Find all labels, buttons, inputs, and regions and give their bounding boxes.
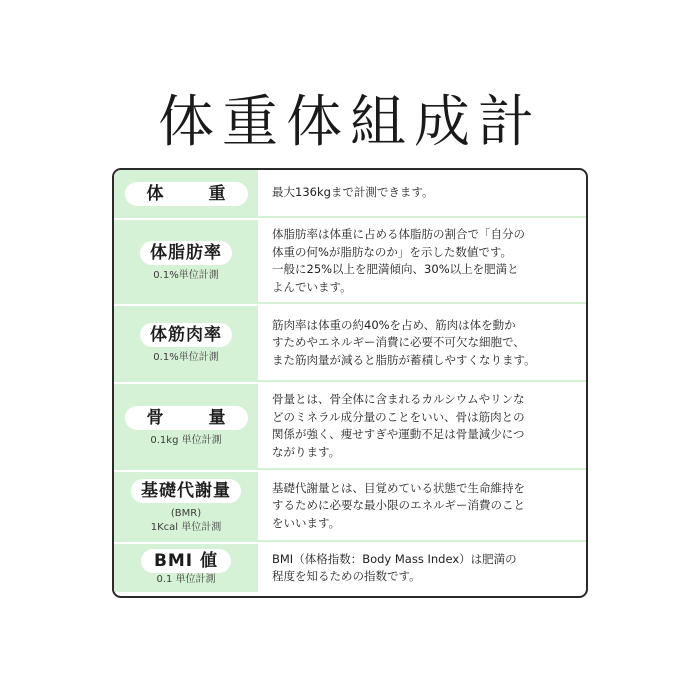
label-note: (BMR) [170, 508, 202, 519]
description-text: 骨量とは、骨全体に含まれるカルシウムやリンな どのミネラル成分量のことをいい、骨は筋肉との 関係が強く、痩せすぎや運動不足は骨量減少につ ながります。 [272, 392, 525, 459]
description-cell [258, 170, 586, 218]
description-text: BMI（体格指数：Body Mass Index）は肥満の 程度を知るための指数です。 [272, 551, 517, 583]
label-cell [114, 384, 258, 470]
label-pill: 体 重 [125, 182, 248, 206]
description-cell [258, 220, 586, 304]
table-row-bone-mass [114, 382, 586, 470]
label-cell [114, 472, 258, 542]
label-pill: BMI 値 [141, 549, 231, 573]
label-note: 0.1kg 単位計測 [150, 435, 222, 446]
page-title: 体重体組成計 [158, 90, 542, 155]
label-note: 0.1%単位計測 [153, 352, 219, 363]
label-pill: 体脂肪率 [140, 241, 232, 265]
table-row-muscle-rate [114, 304, 586, 382]
table-row-body-fat-rate [114, 218, 586, 304]
label-pill: 骨 量 [125, 406, 248, 430]
label-pill: 体筋肉率 [140, 323, 232, 347]
label-pill: 基礎代謝量 [131, 479, 241, 503]
label-note: 0.1%単位計測 [153, 270, 219, 281]
label-note-unit: 1Kcal 単位計測 [150, 522, 222, 533]
table-row-body-weight [114, 170, 586, 218]
description-text: 基礎代謝量とは、目覚めている状態で生命維持を するために必要な最小限のエネルギー消費のこと をいいます。 [272, 480, 525, 530]
label-note: 0.1 単位計測 [156, 574, 216, 585]
label-cell [114, 220, 258, 304]
label-cell [114, 544, 258, 592]
label-cell [114, 306, 258, 382]
description-cell [258, 306, 586, 382]
description-text: 筋肉率は体重の約40%を占め、筋肉は体を動か すためやエネルギー消費に必要不可欠な細胞で、 また筋肉量が減ると脂肪が蓄積しやすくなります。 [272, 317, 536, 367]
description-cell [258, 384, 586, 470]
spec-table [112, 168, 588, 598]
description-text: 最大136kgまで計測できます。 [272, 185, 434, 200]
description-cell [258, 544, 586, 592]
description-cell [258, 472, 586, 542]
label-cell [114, 170, 258, 218]
description-text: 体脂肪率は体重に占める体脂肪の割合で「自分の 体重の何%が脂肪なのか」を示した数値です。 一般に25%以上を肥満傾向、30%以上を肥満と よんでいます。 [272, 227, 525, 294]
table-row-basal-metabolism [114, 470, 586, 542]
table-row-bmi [114, 542, 586, 592]
